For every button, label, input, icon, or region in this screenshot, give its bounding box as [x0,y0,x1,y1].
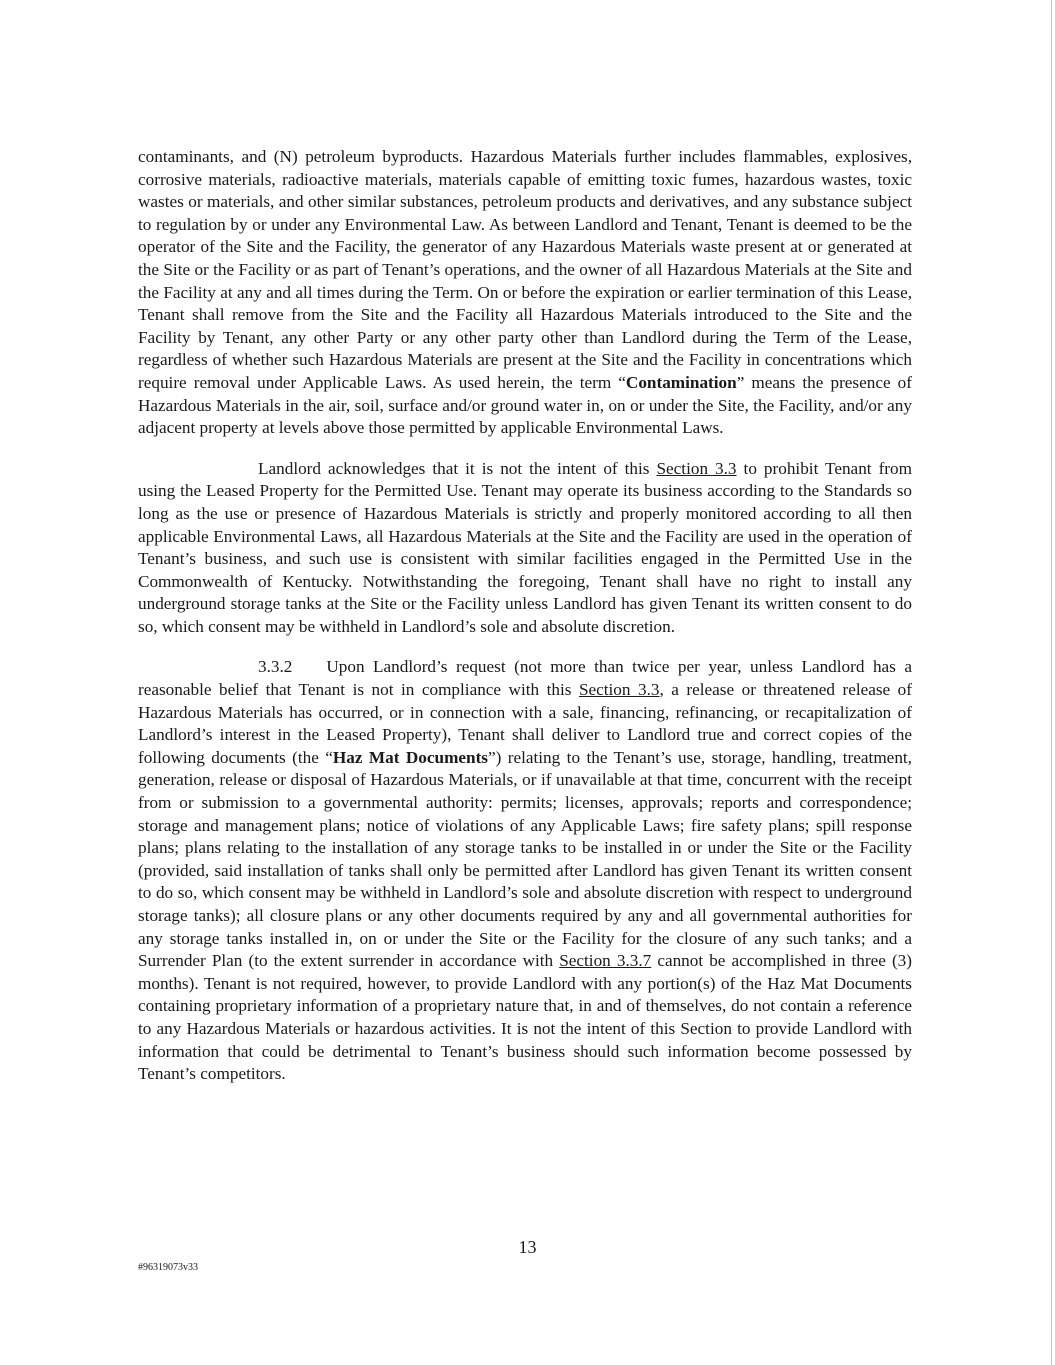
paragraph-text: Landlord acknowledges that it is not the intent of this [258,458,657,478]
page-number: 13 [518,1237,537,1257]
paragraph-text: cannot be accomplished in three (3) months). Tenant is not required, however, to provide Landlord with any portion(s) of the Haz Mat Documents containing proprietary information of a proprietary nature that, in and of themselves, do not contain a reference to any Hazardous Materials or hazardous activities. It is not the intent of this Section to provide Landlord with information that could be detrimental to Tenant’s business should such information become possessed by Tenant’s competitors. [138,951,912,1084]
section-number: 3.3.2 [258,657,293,677]
paragraph-text: ” means the presence of Hazardous Materials in the air, soil, surface and/or ground water in, on or under the Site, the Facility, and/or any adjacent property at levels above those permitted by applicable Environmental Laws. [138,372,912,438]
document-body [138,146,912,1086]
page-edge [1051,0,1052,1365]
paragraph-text: to prohibit Tenant from using the Leased Property for the Permitted Use. Tenant may operate its business according to the Standards so long as the use or presence of Hazardous Materials is strictly and properly monitored according to all then applicable Environmental Laws, all Hazardous Materials at the Site and the Facility are used in the operation of Tenant’s business, and such use is consistent with similar facilities engaged in the Permitted Use in the Commonwealth of Kentucky. Notwithstanding the foregoing, Tenant shall have no right to install any underground storage tanks at the Site or the Facility unless Landlord has given Tenant its written consent to do so, which consent may be withheld in Landlord’s sole and absolute discretion. [138,458,912,636]
defined-term-contamination: Contamination [625,372,737,392]
paragraph-text: Upon Landlord’s request (not more than twice per year, unless Landlord has a reasonable belief that Tenant is not in compliance with this [138,657,912,700]
paragraph-text: , a release or threatened release of Hazardous Materials has occurred, or in connection with a sale, financing, refinancing, or recapitalization of Landlord’s interest in the Leased Property), Tenant shall deliver to Landlord true and correct copies of the following documents (the “ [138,680,912,767]
paragraph-landlord-acknowledgement [138,458,912,639]
document-id: #96319073v33 [138,1262,198,1273]
section-reference: Section 3.3 [656,458,737,478]
paragraph-section-3-3-2 [138,656,912,1085]
defined-term-haz-mat-documents: Haz Mat Documents [332,747,488,767]
section-reference: Section 3.3 [578,680,660,700]
paragraph-text: contaminants, and (N) petroleum byproducts. Hazardous Materials further includes flammables, explosives, corrosive materials, radioactive materials, materials capable of emitting toxic fumes, hazardous wastes, toxic wastes or materials, and other similar substances, petroleum products and derivatives, and any substance subject to regulation by or under any Environmental Law. As between Landlord and Tenant, Tenant is deemed to be the operator of the Site and the Facility, the generator of any Hazardous Materials waste present at or generated at the Site or the Facility or as part of Tenant’s operations, and the owner of all Hazardous Materials at the Site and the Facility at any and all times during the Term. On or before the expiration or earlier termination of this Lease, Tenant shall remove from the Site and the Facility all Hazardous Materials introduced to the Site and the Facility by Tenant, any other Party or any other party other than Landlord during the Term of the Lease, regardless of whether such Hazardous Materials are present at the Site and the Facility in concentrations which require removal under Applicable Laws. As used herein, the term “ [138,147,912,392]
section-reference: Section 3.3.7 [559,951,652,971]
paragraph-hazardous-materials-definition [138,146,912,440]
paragraph-text: ”) relating to the Tenant’s use, storage, handling, treatment, generation, release or disposal of Hazardous Materials, or if unavailable at that time, concurrent with the receipt from or submission to a governmental authority: permits; licenses, approvals; reports and correspondence; storage and management plans; notice of violations of any Applicable Laws; fire safety plans; spill response plans; plans relating to the installation of any storage tanks to be installed in or under the Site or the Facility (provided, said installation of tanks shall only be permitted after Landlord has given Tenant its written consent to do so, which consent may be withheld in Landlord’s sole and absolute discretion with respect to underground storage tanks); all closure plans or any other documents required by any and all governmental authorities for any storage tanks installed in, on or under the Site or the Facility for the closure of any such tanks; and a Surrender Plan (to the extent surrender in accordance with [138,747,912,971]
